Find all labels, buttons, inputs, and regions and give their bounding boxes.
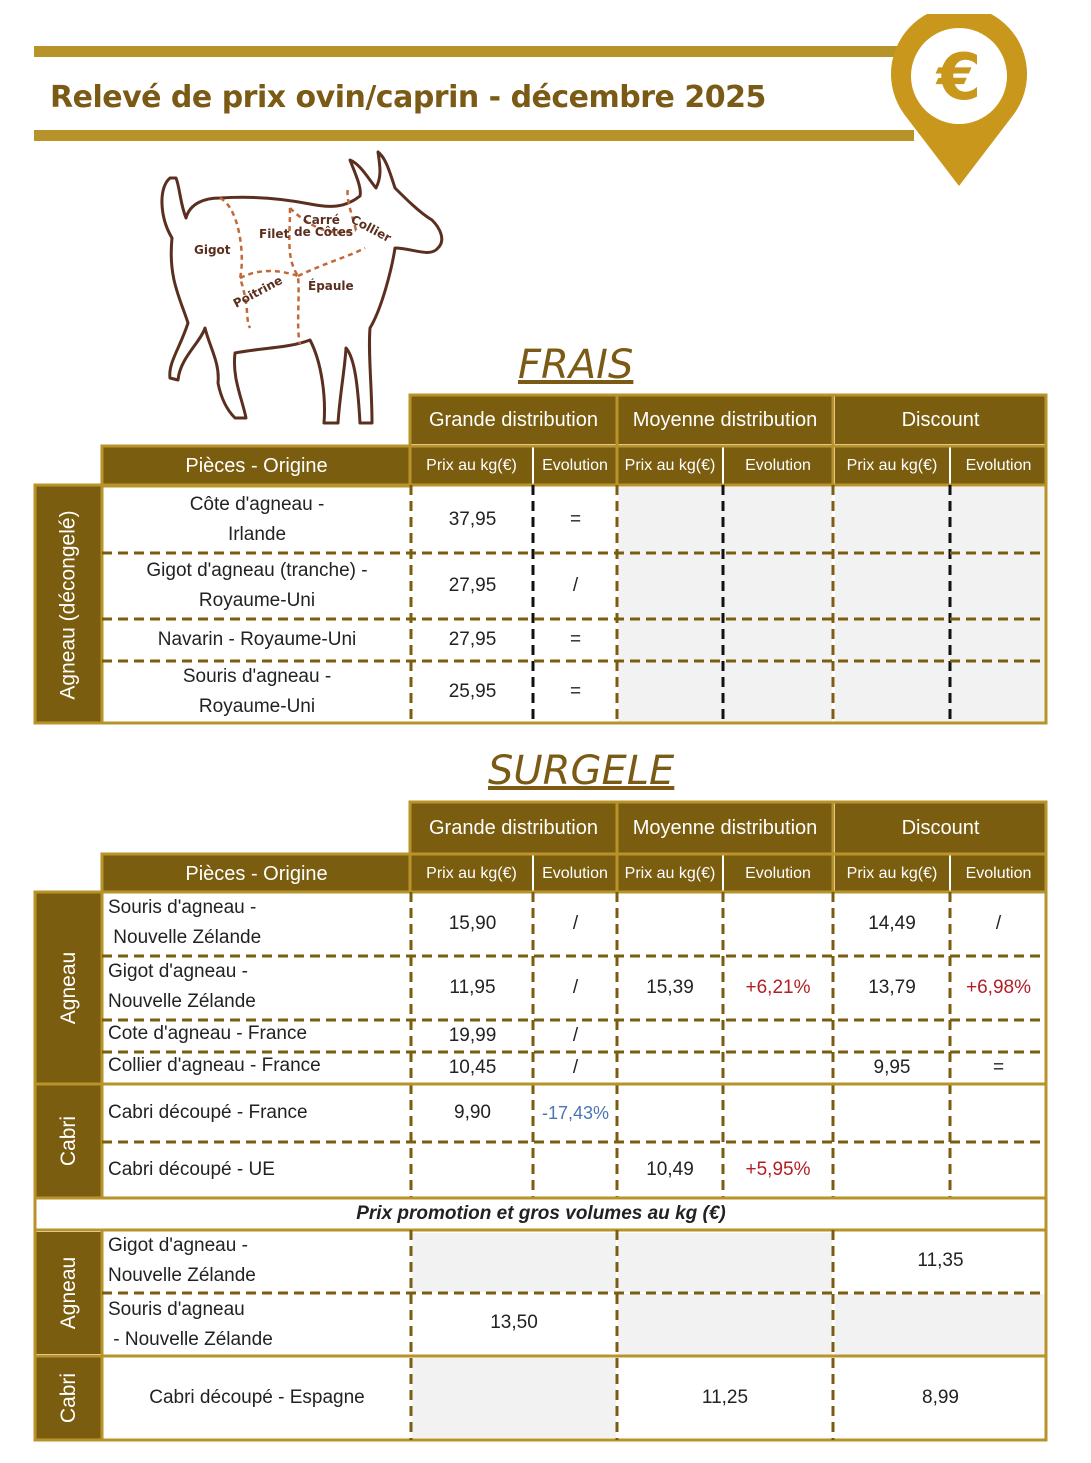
frais-gray-d bbox=[835, 487, 1046, 722]
frais-gray-md bbox=[618, 487, 832, 722]
table-cell-gd-evo: = bbox=[569, 508, 582, 530]
table-row-piece: Cote d'agneau - France bbox=[108, 1023, 308, 1044]
table-cell-gd-evo: / bbox=[572, 1025, 579, 1046]
promo-gray-r0-gd bbox=[412, 1233, 616, 1292]
promo-side-cabri: Cabri bbox=[36, 1357, 102, 1439]
table-cell-gd-evo: / bbox=[572, 1057, 579, 1078]
table-row-piece: Cabri découpé - France bbox=[108, 1102, 308, 1123]
table-cell-md-prix bbox=[618, 893, 722, 955]
table-row-piece: Cabri découpé - Espagne bbox=[149, 1387, 365, 1408]
promo-gray-r2-gd bbox=[412, 1358, 616, 1438]
goat-label-gigot: Gigot bbox=[194, 243, 231, 257]
goat-label-epaule: Épaule bbox=[308, 279, 354, 293]
surgele-sub-gd-evo: Evolution bbox=[534, 855, 616, 892]
surgele-sub-md-prix: Prix au kg(€) bbox=[618, 855, 722, 892]
table-cell-md-evo: +6,21% bbox=[745, 977, 811, 998]
table-cell-md-prix: 11,25 bbox=[701, 1387, 749, 1408]
table-row-piece: Gigot d'agneau - Nouvelle Zélande bbox=[108, 1235, 256, 1286]
table-cell-d-prix: 13,79 bbox=[868, 977, 916, 998]
goat-label-de-cotes: de Côtes bbox=[294, 225, 353, 239]
top-rule bbox=[34, 46, 904, 57]
promo-banner: Prix promotion et gros volumes au kg (€) bbox=[356, 1203, 726, 1224]
table-cell-gd-prix: 11,95 bbox=[449, 977, 496, 998]
table-cell-gd-evo: / bbox=[572, 977, 579, 998]
bottom-rule bbox=[34, 130, 914, 141]
table-cell-gd-prix: 9,90 bbox=[454, 1102, 491, 1123]
frais-group-discount: Discount bbox=[835, 396, 1046, 444]
frais-sub-md-prix: Prix au kg(€) bbox=[618, 447, 722, 485]
goat-cuts-diagram bbox=[150, 148, 455, 438]
svg-text:€: € bbox=[936, 41, 982, 115]
goat-label-filet: Filet bbox=[259, 227, 290, 241]
table-cell-gd-prix: 15,90 bbox=[448, 913, 497, 934]
table-cell-gd-prix: 13,50 bbox=[490, 1312, 538, 1333]
frais-group-moyenne: Moyenne distribution bbox=[618, 396, 832, 444]
table-cell-gd-prix: 19,99 bbox=[448, 1025, 497, 1046]
surgele-sub-d-prix: Prix au kg(€) bbox=[835, 855, 949, 892]
surgele-group-grande: Grande distribution bbox=[411, 803, 616, 853]
table-row-piece: Souris d'agneau - Nouvelle Zélande bbox=[108, 897, 262, 948]
goat-label-poitrine: Poitrine bbox=[230, 273, 285, 311]
table-row-piece: Gigot d'agneau (tranche) - Royaume-Uni bbox=[146, 560, 368, 611]
table-row-piece: Collier d'agneau - France bbox=[108, 1055, 321, 1076]
surgele-sub-gd-prix: Prix au kg(€) bbox=[411, 855, 532, 892]
table-cell-gd-prix: 27,95 bbox=[448, 575, 497, 596]
promo-side-agneau: Agneau bbox=[36, 1232, 102, 1354]
table-cell-gd-evo: -17,43% bbox=[541, 1103, 610, 1123]
frais-side-agneau-decongele: Agneau (décongelé) bbox=[36, 485, 102, 724]
goat-label-collier: Collier bbox=[348, 212, 394, 246]
table-cell-gd-evo: / bbox=[572, 913, 579, 934]
table-row-piece: Cabri découpé - UE bbox=[108, 1159, 275, 1180]
table-cell-md-prix: 10,49 bbox=[646, 1159, 694, 1180]
table-row-piece: Gigot d'agneau - Nouvelle Zélande bbox=[108, 961, 256, 1012]
promo-gray-r1-md bbox=[618, 1294, 832, 1355]
promo-gray-r1-d bbox=[835, 1294, 1046, 1355]
table-cell-d-prix: 8,99 bbox=[922, 1387, 959, 1408]
table-cell-gd-evo: = bbox=[569, 681, 582, 702]
table-cell-gd-prix: 27,95 bbox=[448, 629, 497, 650]
frais-sub-md-evo: Evolution bbox=[724, 447, 832, 485]
promo-gray-r0-md bbox=[618, 1233, 832, 1292]
surgele-group-discount: Discount bbox=[835, 803, 1046, 853]
table-cell-gd-evo: = bbox=[569, 629, 582, 650]
frais-sub-gd-prix: Prix au kg(€) bbox=[411, 447, 532, 485]
frais-sub-d-prix: Prix au kg(€) bbox=[835, 447, 949, 485]
table-cell-md-evo bbox=[724, 893, 832, 955]
surgele-sub-d-evo: Evolution bbox=[951, 855, 1046, 892]
table-cell-gd-prix: 37,95 bbox=[448, 508, 497, 530]
table-row-piece: Souris d'agneau - Royaume-Uni bbox=[182, 666, 332, 717]
goat-label-carre: Carré bbox=[303, 213, 340, 227]
euro-location-pin-icon bbox=[884, 14, 1034, 190]
surgele-side-cabri: Cabri bbox=[36, 1085, 102, 1197]
table-cell-d-prix: 9,95 bbox=[873, 1057, 911, 1078]
table-cell-md-prix: 15,39 bbox=[646, 977, 694, 998]
frais-pieces-header: Pièces - Origine bbox=[103, 447, 410, 485]
table-cell-gd-prix: 10,45 bbox=[448, 1057, 497, 1078]
frais-group-grande: Grande distribution bbox=[411, 396, 616, 444]
table-cell-md-evo: +5,95% bbox=[745, 1159, 811, 1180]
surgele-title: SURGELE bbox=[488, 748, 675, 794]
surgele-group-moyenne: Moyenne distribution bbox=[618, 803, 832, 853]
frais-sub-d-evo: Evolution bbox=[951, 447, 1046, 485]
surgele-side-agneau: Agneau bbox=[36, 893, 102, 1083]
surgele-sub-md-evo: Evolution bbox=[724, 855, 832, 892]
table-cell-d-prix: 14,49 bbox=[868, 913, 916, 934]
frais-title: FRAIS bbox=[518, 342, 634, 388]
frais-sub-gd-evo: Evolution bbox=[534, 447, 616, 485]
table-cell-d-evo: / bbox=[995, 913, 1002, 934]
table-cell-gd-evo: / bbox=[572, 575, 579, 596]
page-title: Relevé de prix ovin/caprin - décembre 2025 bbox=[50, 80, 766, 115]
table-cell-d-evo: = bbox=[992, 1057, 1005, 1078]
table-cell-d-prix: 11,35 bbox=[917, 1250, 964, 1271]
table-row-piece: Côte d'agneau - Irlande bbox=[189, 493, 325, 545]
table-row-piece: Navarin - Royaume-Uni bbox=[157, 629, 357, 650]
table-cell-gd-prix: 25,95 bbox=[448, 681, 497, 702]
table-cell-d-evo: +6,98% bbox=[966, 977, 1031, 998]
surgele-pieces-header: Pièces - Origine bbox=[103, 855, 410, 892]
table-row-piece: Souris d'agneau - Nouvelle Zélande bbox=[108, 1299, 273, 1350]
